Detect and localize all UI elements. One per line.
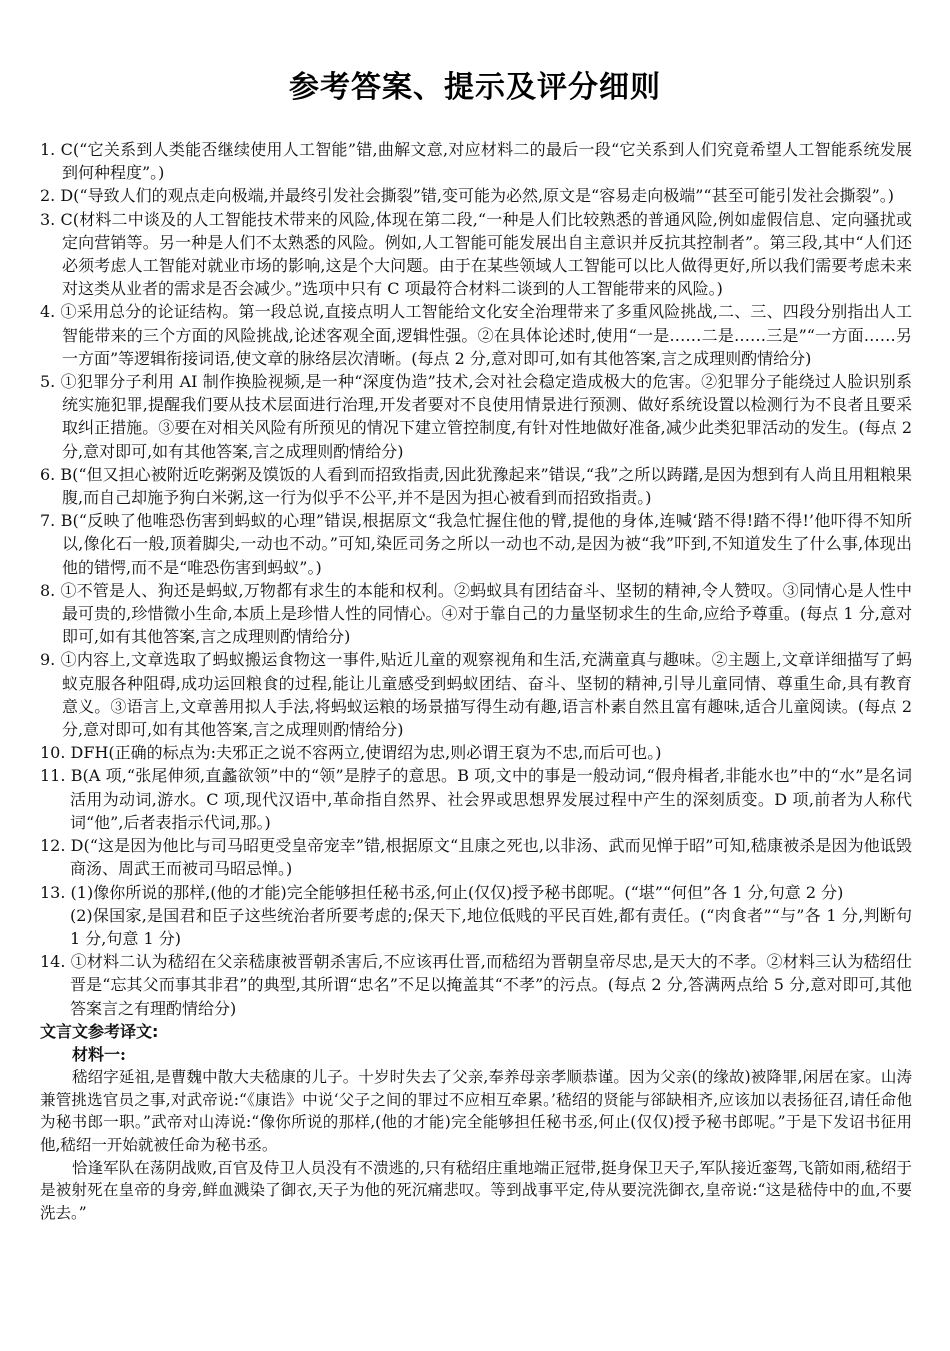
- answer-item-5: 5. ①犯罪分子利用 AI 制作换脸视频,是一种“深度伪造”技术,会对社会稳定造成极大的危害。②犯罪分子能绕过人脸识别系统实施犯罪,提醒我们要从技术层面进行治理,开发者要对不良使用情景进行预测、做好系统设置以检测行为不良者且要采取纠正措施。③要在对相关风险有所预见的情况下建立管控制度,有针对性地做好准备,减少此类犯罪活动的发生。(每点 2 分,意对即可,如有其他答案,言之成理则酌情给分): [40, 372, 912, 461]
- answer-item-9: 9. ①内容上,文章选取了蚂蚁搬运食物这一事件,贴近儿童的观察视角和生活,充满童真与趣味。②主题上,文章详细描写了蚂蚁克服各种阻碍,成功运回粮食的过程,能让儿童感受到蚂蚁团结、奋斗、坚韧的精神,引导儿童同情、尊重生命,具有教育意义。③语言上,文章善用拟人手法,将蚂蚁运粮的场景描写得生动有趣,语言朴素自然且富有趣味,适合儿童阅读。(每点 2 分,意对即可,如有其他答案,言之成理则酌情给分): [40, 650, 912, 740]
- answer-item-1: 1. C(“它关系到人类能否继续使用人工智能”错,曲解文意,对应材料二的最后一段“它关系到人们究竟希望人工智能系统发展到何种程度”。): [40, 140, 912, 183]
- answer-item-13-1: 13. (1)像你所说的那样,(他的才能)完全能够担任秘书丞,何止(仅仅)授予秘书郎呢。(“堪”“何但”各 1 分,句意 2 分): [40, 882, 844, 902]
- answer-item-3: 3. C(材料二中谈及的人工智能技术带来的风险,体现在第二段,“一种是人们比较熟悉的普通风险,例如虚假信息、定向骚扰或定向营销等。另一种是人们不太熟悉的风险。例如,人工智能可能发展出自主意识并反抗其控制者”。第三段,其中“人们还必须考虑人工智能对就业市场的影响,这是个大问题。由于在某些领域人工智能可以比人做得更好,所以我们需要考虑未来对这类从业者的需求是否会减少。”选项中只有 C 项最符合材料二谈到的人工智能带来的风险。): [40, 209, 912, 299]
- translation-paragraph-2: 恰逢军队在荡阴战败,百官及侍卫人员没有不溃逃的,只有嵇绍庄重地端正冠带,挺身保卫天子,军队接近銮驾,飞箭如雨,嵇绍于是被射死在皇帝的身旁,鲜血溅染了御衣,天子为他的死沉痛悲叹。等到战事平定,侍从要浣洗御衣,皇帝说:“这是嵇侍中的血,不要洗去。”: [40, 1158, 912, 1222]
- answer-item-13-2: (2)保国家,是国君和臣子这些统治者所要考虑的;保天下,地位低贱的平民百姓,都有责任。(“肉食者”“与”各 1 分,判断句 1 分,句意 1 分): [70, 905, 912, 948]
- answer-item-14: 14. ①材料二认为嵇绍在父亲嵇康被晋朝杀害后,不应该再仕晋,而嵇绍为晋朝皇帝尽忠,是天大的不孝。②材料三认为嵇绍仕晋是“忘其父而事其非君”的典型,其所谓“忠名”不足以掩盖其“不孝”的污点。(每点 2 分,答满两点给 5 分,意对即可,其他答案言之有理酌情给分): [40, 952, 912, 1018]
- answers-body: [40, 138, 912, 1224]
- answer-item-11: 11. B(A 项,“张尾伸须,直蠡欲领”中的“领”是脖子的意思。B 项,文中的事是一般动词,“假舟楫者,非能水也”中的“水”是名词活用为动词,游水。C 项,现代汉语中,革命指自然界、社会界或思想界发展过程中产生的深刻质变。D 项,前者为人称代词“他”,后者表指示代词,那。): [40, 766, 912, 832]
- page-title: 参考答案、提示及评分细则: [289, 70, 661, 105]
- answer-item-4: 4. ①采用总分的论证结构。第一段总说,直接点明人工智能给文化安全治理带来了多重风险挑战,二、三、四段分别指出人工智能带来的三个方面的风险挑战,论述客观全面,逻辑性强。②在具体论述时,使用“一是……二是……三是”“一方面……另一方面”等逻辑衔接词语,使文章的脉络层次清晰。(每点 2 分,意对即可,如有其他答案,言之成理则酌情给分): [40, 302, 912, 368]
- translation-paragraph-1: 嵇绍字延祖,是曹魏中散大夫嵇康的儿子。十岁时失去了父亲,奉养母亲孝顺恭谨。因为父亲(的缘故)被降罪,闲居在家。山涛兼管挑选官员之事,对武帝说:“《康诰》中说‘父子之间的罪过不应相互牵累。’嵇绍的贤能与郤缺相齐,应该加以表扬征召,请任命他为秘书郎一职。”武帝对山涛说:“像你所说的那样,(他的才能)完全能够担任秘书丞,何止(仅仅)授予秘书郎呢。”于是下发诏书征用他,嵇绍一开始就被任命为秘书丞。: [40, 1068, 912, 1154]
- translation-heading: 文言文参考译文:: [40, 1021, 159, 1041]
- material-label: 材料一:: [72, 1044, 126, 1064]
- answer-item-2: 2. D(“导致人们的观点走向极端,并最终引发社会撕裂”错,变可能为必然,原文是“容易走向极端”“甚至可能引发社会撕裂”。): [40, 186, 895, 206]
- answer-item-7: 7. B(“反映了他唯恐伤害到蚂蚁的心理”错误,根据原文“我急忙握住他的臂,提他的身体,连喊‘踏不得!踏不得!’他吓得不知所以,像化石一般,顶着脚尖,一动也不动。”可知,染匠司务之所以一动也不动,是因为被“我”吓到,不知道发生了什么事,体现出他的错愕,而不是“唯恐伤害到蚂蚁”。): [40, 511, 912, 577]
- answer-item-8: 8. ①不管是人、狗还是蚂蚁,万物都有求生的本能和权利。②蚂蚁具有团结奋斗、坚韧的精神,令人赞叹。③同情心是人性中最可贵的,珍惜微小生命,本质上是珍惜人性的同情心。④对于靠自己的力量坚韧求生的生命,应给予尊重。(每点 1 分,意对即可,如有其他答案,言之成理则酌情给分): [40, 580, 912, 647]
- answer-item-12: 12. D(“这是因为他比与司马昭更受皇帝宠幸”错,根据原文“且康之死也,以非汤、武而见惮于昭”可知,嵇康被杀是因为他诋毁商汤、周武王而被司马昭忌惮。): [40, 836, 912, 879]
- answer-item-6: 6. B(“但又担心被附近吃粥粥及馍饭的人看到而招致指责,因此犹豫起来”错误,“我”之所以踌躇,是因为想到有人尚且用粗粮果腹,而自己却施予狗白米粥,这一行为似乎不公平,并不是因为担心被看到而招致指责。): [40, 464, 912, 508]
- answer-item-10: 10. DFH(正确的标点为:夫邪正之说不容两立,使谓绍为忠,则必谓王裒为不忠,而后可也。): [40, 743, 662, 763]
